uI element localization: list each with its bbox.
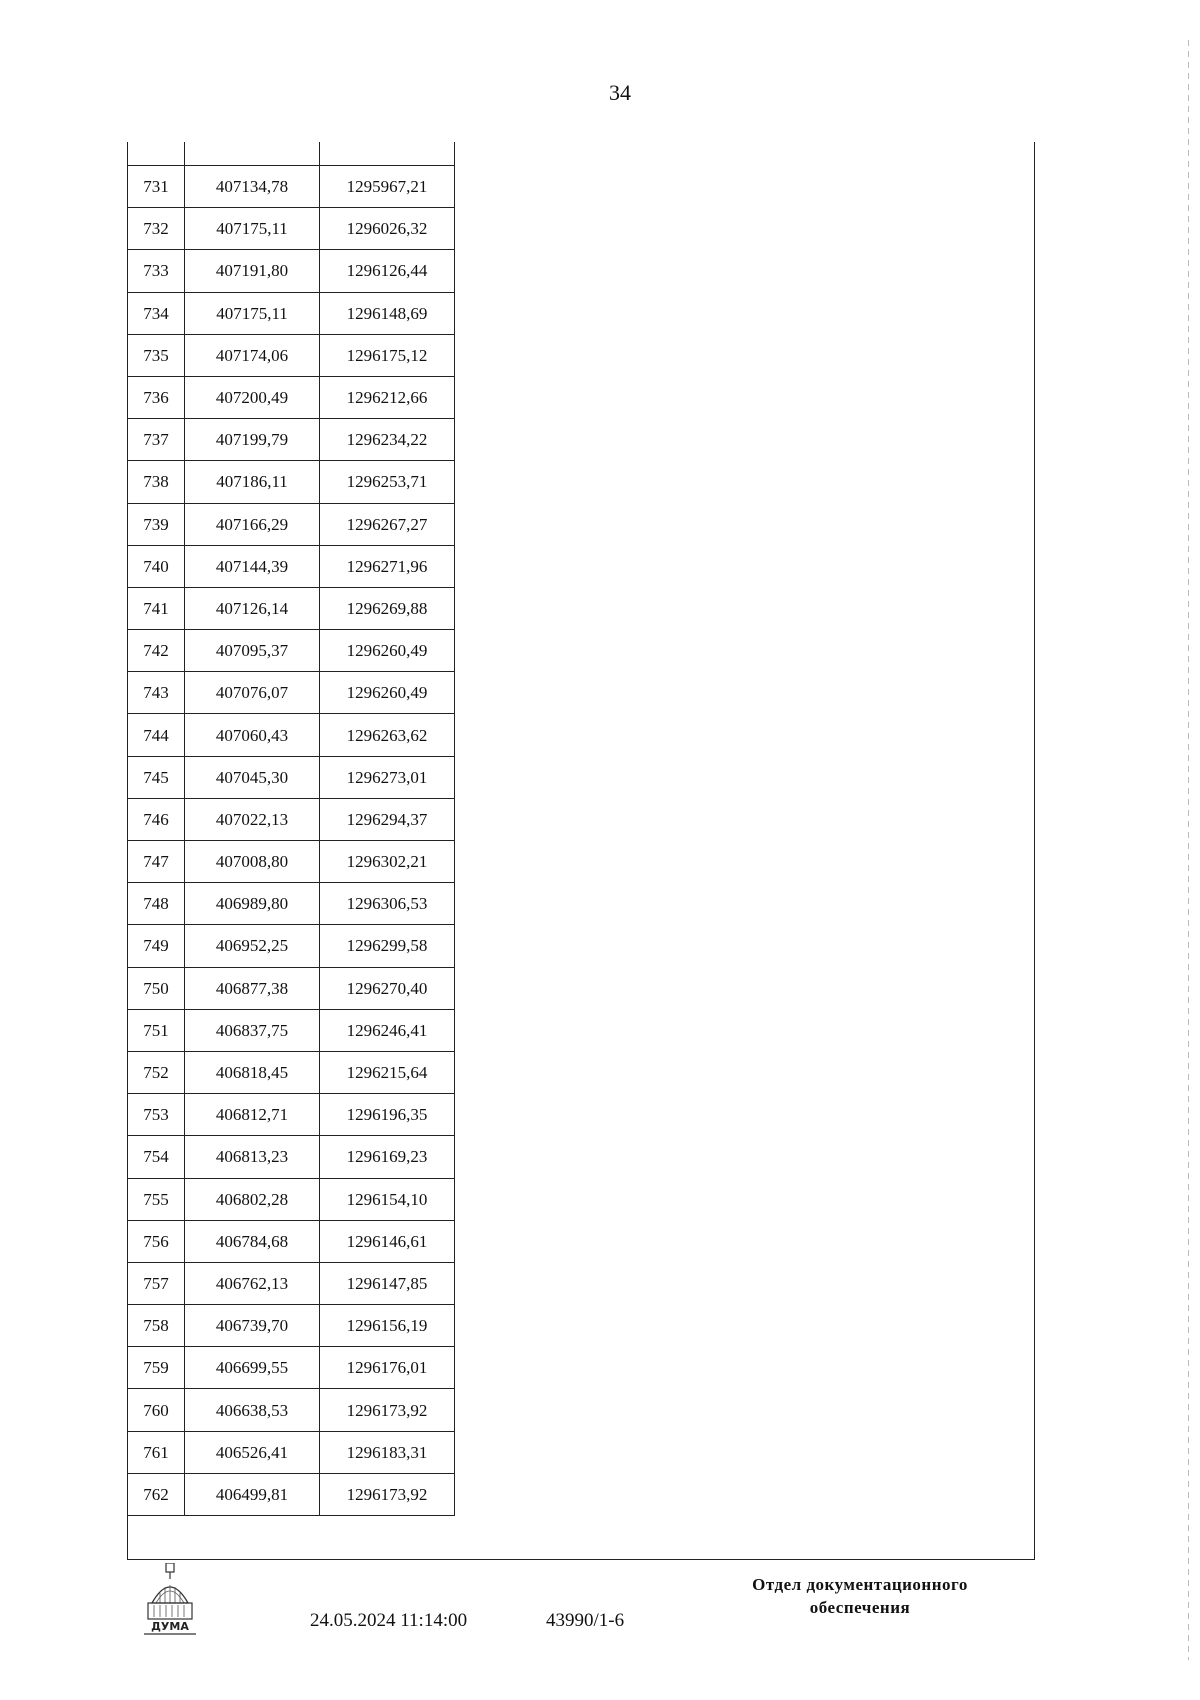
table-row [128, 1305, 455, 1347]
x-coordinate-cell: 407186,11 [185, 461, 320, 503]
point-number-cell: 754 [128, 1136, 185, 1178]
x-coordinate-cell: 407060,43 [185, 714, 320, 756]
y-coordinate-cell: 1296173,92 [320, 1389, 455, 1431]
y-coordinate-cell: 1296176,01 [320, 1347, 455, 1389]
table-row [128, 250, 455, 292]
y-coordinate-cell: 1296271,96 [320, 545, 455, 587]
y-coordinate-cell: 1296146,61 [320, 1220, 455, 1262]
table-row [128, 503, 455, 545]
point-number-cell: 760 [128, 1389, 185, 1431]
x-coordinate-cell: 407200,49 [185, 376, 320, 418]
x-coordinate-cell: 406802,28 [185, 1178, 320, 1220]
point-number-cell: 744 [128, 714, 185, 756]
registration-datetime: 24.05.2024 11:14:00 [310, 1610, 468, 1631]
point-number-cell: 746 [128, 798, 185, 840]
table-row [128, 630, 455, 672]
point-number-cell: 740 [128, 545, 185, 587]
point-number-cell: 761 [128, 1431, 185, 1473]
table-row [128, 376, 455, 418]
point-number-cell: 748 [128, 883, 185, 925]
y-coordinate-cell: 1296147,85 [320, 1262, 455, 1304]
y-coordinate-cell: 1296183,31 [320, 1431, 455, 1473]
point-number-cell: 741 [128, 587, 185, 629]
x-coordinate-cell: 406739,70 [185, 1305, 320, 1347]
table-row [128, 208, 455, 250]
x-coordinate-cell: 406699,55 [185, 1347, 320, 1389]
column-stub [319, 142, 320, 166]
table-row [128, 1431, 455, 1473]
y-coordinate-cell: 1296267,27 [320, 503, 455, 545]
department-line-1: Отдел документационного [752, 1575, 968, 1594]
table-row [128, 967, 455, 1009]
table-row [128, 714, 455, 756]
table-row [128, 334, 455, 376]
y-coordinate-cell: 1296126,44 [320, 250, 455, 292]
table-row [128, 1094, 455, 1136]
x-coordinate-cell: 407008,80 [185, 841, 320, 883]
table-row [128, 292, 455, 334]
duma-logo [138, 1563, 202, 1637]
x-coordinate-cell: 407174,06 [185, 334, 320, 376]
table-row [128, 587, 455, 629]
y-coordinate-cell: 1296215,64 [320, 1051, 455, 1093]
x-coordinate-cell: 407175,11 [185, 292, 320, 334]
point-number-cell: 734 [128, 292, 185, 334]
table-row [128, 672, 455, 714]
x-coordinate-cell: 406877,38 [185, 967, 320, 1009]
y-coordinate-cell: 1296270,40 [320, 967, 455, 1009]
x-coordinate-cell: 407095,37 [185, 630, 320, 672]
department-line-2: обеспечения [809, 1597, 911, 1617]
y-coordinate-cell: 1296306,53 [320, 883, 455, 925]
x-coordinate-cell: 406837,75 [185, 1009, 320, 1051]
y-coordinate-cell: 1296154,10 [320, 1178, 455, 1220]
point-number-cell: 742 [128, 630, 185, 672]
x-coordinate-cell: 407199,79 [185, 419, 320, 461]
y-coordinate-cell: 1296196,35 [320, 1094, 455, 1136]
point-number-cell: 738 [128, 461, 185, 503]
y-coordinate-cell: 1296302,21 [320, 841, 455, 883]
point-number-cell: 762 [128, 1473, 185, 1515]
table-row [128, 419, 455, 461]
y-coordinate-cell: 1296294,37 [320, 798, 455, 840]
point-number-cell: 733 [128, 250, 185, 292]
y-coordinate-cell: 1296263,62 [320, 714, 455, 756]
point-number-cell: 743 [128, 672, 185, 714]
point-number-cell: 749 [128, 925, 185, 967]
table-row [128, 1262, 455, 1304]
x-coordinate-cell: 407126,14 [185, 587, 320, 629]
registration-number: 43990/1-6 [546, 1610, 625, 1631]
coordinates-table [127, 165, 455, 1516]
table-row [128, 1009, 455, 1051]
x-coordinate-cell: 406818,45 [185, 1051, 320, 1093]
point-number-cell: 759 [128, 1347, 185, 1389]
table-row [128, 1220, 455, 1262]
point-number-cell: 752 [128, 1051, 185, 1093]
table-row [128, 545, 455, 587]
point-number-cell: 737 [128, 419, 185, 461]
y-coordinate-cell: 1296026,32 [320, 208, 455, 250]
coordinates-table-body [128, 166, 455, 1516]
point-number-cell: 731 [128, 166, 185, 208]
x-coordinate-cell: 406812,71 [185, 1094, 320, 1136]
x-coordinate-cell: 407144,39 [185, 545, 320, 587]
scan-edge-line [1188, 0, 1189, 1695]
frame-bottom-border [127, 1559, 1035, 1561]
table-row [128, 461, 455, 503]
y-coordinate-cell: 1296234,22 [320, 419, 455, 461]
point-number-cell: 739 [128, 503, 185, 545]
table-row [128, 798, 455, 840]
table-row [128, 925, 455, 967]
table-row [128, 1051, 455, 1093]
y-coordinate-cell: 1296260,49 [320, 672, 455, 714]
x-coordinate-cell: 407045,30 [185, 756, 320, 798]
table-row [128, 756, 455, 798]
page-number: 34 [609, 80, 631, 105]
x-coordinate-cell: 406526,41 [185, 1431, 320, 1473]
y-coordinate-cell: 1296148,69 [320, 292, 455, 334]
y-coordinate-cell: 1296156,19 [320, 1305, 455, 1347]
column-stub [127, 142, 128, 166]
x-coordinate-cell: 406952,25 [185, 925, 320, 967]
point-number-cell: 753 [128, 1094, 185, 1136]
x-coordinate-cell: 407175,11 [185, 208, 320, 250]
y-coordinate-cell: 1295967,21 [320, 166, 455, 208]
logo-text: ДУМА [151, 1620, 189, 1633]
point-number-cell: 735 [128, 334, 185, 376]
point-number-cell: 745 [128, 756, 185, 798]
y-coordinate-cell: 1296299,58 [320, 925, 455, 967]
y-coordinate-cell: 1296260,49 [320, 630, 455, 672]
x-coordinate-cell: 406499,81 [185, 1473, 320, 1515]
point-number-cell: 755 [128, 1178, 185, 1220]
x-coordinate-cell: 406762,13 [185, 1262, 320, 1304]
table-row [128, 166, 455, 208]
point-number-cell: 747 [128, 841, 185, 883]
point-number-cell: 758 [128, 1305, 185, 1347]
table-row [128, 841, 455, 883]
x-coordinate-cell: 407166,29 [185, 503, 320, 545]
x-coordinate-cell: 406638,53 [185, 1389, 320, 1431]
point-number-cell: 750 [128, 967, 185, 1009]
y-coordinate-cell: 1296169,23 [320, 1136, 455, 1178]
point-number-cell: 736 [128, 376, 185, 418]
point-number-cell: 751 [128, 1009, 185, 1051]
y-coordinate-cell: 1296173,92 [320, 1473, 455, 1515]
frame-right-border [1034, 142, 1036, 1560]
department-stamp [710, 1574, 1010, 1620]
y-coordinate-cell: 1296273,01 [320, 756, 455, 798]
x-coordinate-cell: 407134,78 [185, 166, 320, 208]
y-coordinate-cell: 1296212,66 [320, 376, 455, 418]
column-stub [454, 142, 455, 166]
y-coordinate-cell: 1296253,71 [320, 461, 455, 503]
y-coordinate-cell: 1296269,88 [320, 587, 455, 629]
x-coordinate-cell: 407191,80 [185, 250, 320, 292]
table-row [128, 1347, 455, 1389]
point-number-cell: 756 [128, 1220, 185, 1262]
table-row [128, 1136, 455, 1178]
x-coordinate-cell: 406989,80 [185, 883, 320, 925]
point-number-cell: 732 [128, 208, 185, 250]
table-row [128, 1389, 455, 1431]
table-row [128, 1178, 455, 1220]
point-number-cell: 757 [128, 1262, 185, 1304]
x-coordinate-cell: 406813,23 [185, 1136, 320, 1178]
x-coordinate-cell: 407076,07 [185, 672, 320, 714]
y-coordinate-cell: 1296246,41 [320, 1009, 455, 1051]
table-row [128, 883, 455, 925]
x-coordinate-cell: 407022,13 [185, 798, 320, 840]
table-row [128, 1473, 455, 1515]
column-stub [184, 142, 185, 166]
duma-emblem-icon [138, 1563, 202, 1637]
x-coordinate-cell: 406784,68 [185, 1220, 320, 1262]
y-coordinate-cell: 1296175,12 [320, 334, 455, 376]
